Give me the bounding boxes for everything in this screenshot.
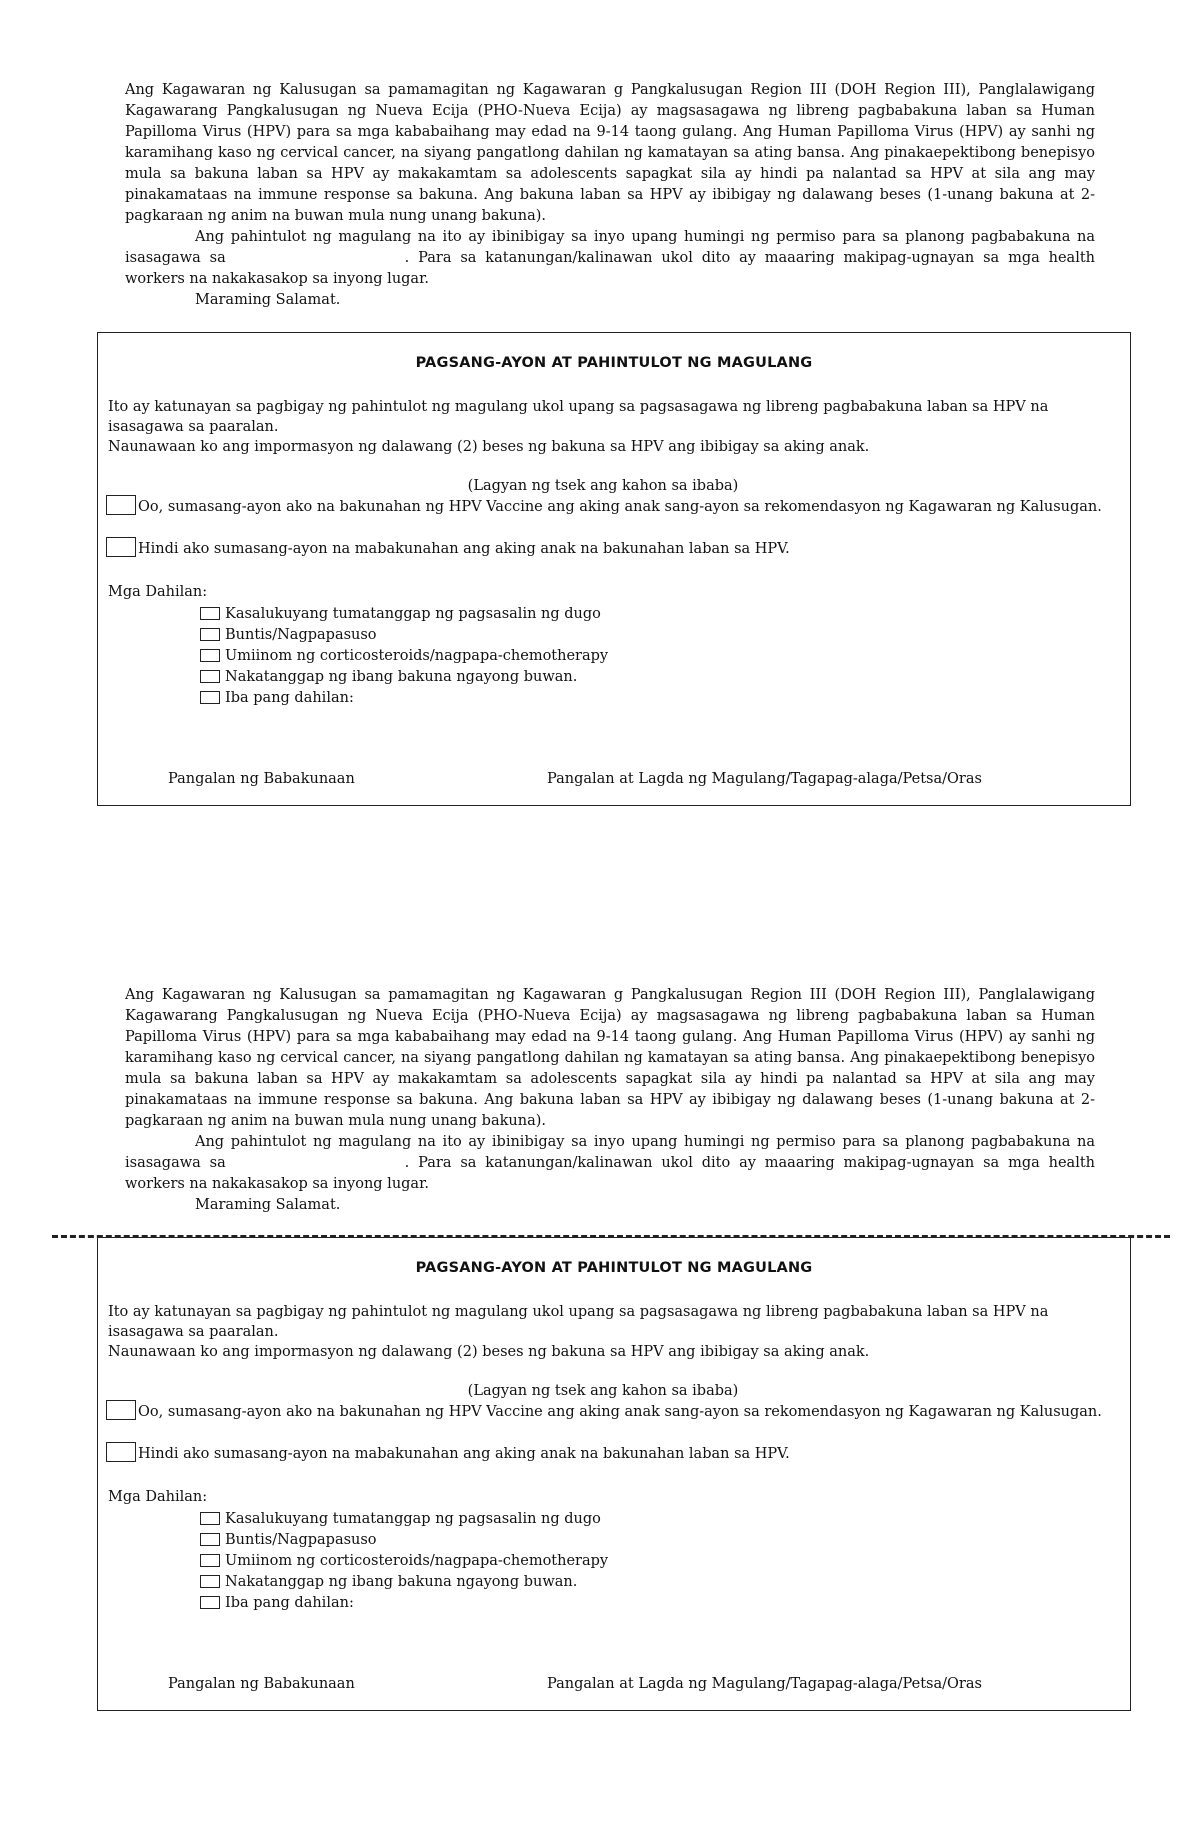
reason-item[interactable] [200, 1508, 608, 1529]
letter-text [125, 985, 1095, 1216]
reason-label: Buntis/Nagpapasuso [225, 626, 377, 643]
reason-item[interactable] [200, 687, 608, 708]
consent-form-box [97, 1237, 1131, 1711]
reason-label: Kasalukuyang tumatanggap ng pagsasalin ng dugo [225, 1510, 601, 1527]
reason-item[interactable] [200, 1550, 608, 1571]
signature-label-child: Pangalan ng Babakunaan [168, 1676, 355, 1692]
reason-checkbox[interactable] [200, 691, 220, 704]
reason-item[interactable] [200, 1571, 608, 1592]
reason-item[interactable] [200, 1592, 608, 1613]
form-intro [108, 1302, 1108, 1362]
reason-label: Iba pang dahilan: [225, 689, 354, 706]
reason-label: Umiinom ng corticosteroids/nagpapa-chemotherapy [225, 647, 609, 664]
reasons-list [200, 603, 608, 708]
reason-item[interactable] [200, 1529, 608, 1550]
checkbox-no[interactable] [106, 537, 136, 557]
reason-label: Kasalukuyang tumatanggap ng pagsasalin ng dugo [225, 605, 601, 622]
consent-yes-option[interactable] [106, 1400, 1102, 1420]
reason-checkbox[interactable] [200, 649, 220, 662]
letter-paragraph-2-start: Ang pahintulot ng magulang na ito ay ibinibigay sa inyo upang humingi ng permiso para sa planong pagbabakuna na isasagawa sa [125, 229, 1095, 266]
checkbox-yes[interactable] [106, 495, 136, 515]
reason-item[interactable] [200, 645, 608, 666]
checkbox-yes[interactable] [106, 1400, 136, 1420]
letter-paragraph-2-start: Ang pahintulot ng magulang na ito ay ibinibigay sa inyo upang humingi ng permiso para sa planong pagbabakuna na isasagawa sa [125, 1134, 1095, 1171]
form-intro-line-2: Naunawaan ko ang impormasyon ng dalawang (2) beses ng bakuna sa HPV ang ibibigay sa aking anak. [108, 1344, 870, 1360]
reason-item[interactable] [200, 666, 608, 687]
reasons-list [200, 1508, 608, 1613]
reason-item[interactable] [200, 603, 608, 624]
signature-label-child: Pangalan ng Babakunaan [168, 771, 355, 787]
reason-checkbox[interactable] [200, 1512, 220, 1525]
form-title: PAGSANG-AYON AT PAHINTULOT NG MAGULANG [415, 355, 813, 371]
reason-checkbox[interactable] [200, 628, 220, 641]
reason-checkbox[interactable] [200, 1575, 220, 1588]
consent-no-option[interactable] [106, 537, 790, 557]
consent-yes-label: Oo, sumasang-ayon ako na bakunahan ng HPV Vaccine ang aking anak sang-ayon sa rekomendasyon ng Kagawaran ng Kalusugan. [138, 499, 1102, 515]
reason-checkbox[interactable] [200, 670, 220, 683]
reasons-label: Mga Dahilan: [108, 584, 208, 600]
letter-paragraph-1: Ang Kagawaran ng Kalusugan sa pamamagitan ng Kagawaran g Pangkalusugan Region III (DOH Region III), Panglalawigang Kagawarang Pangkalusugan ng Nueva Ecija (PHO-Nueva Ecija) ay magsasagawa ng libreng pagbabakuna laban sa Human Papilloma Virus (HPV) para sa mga kababaihang may edad na 9-14 taong gulang. Ang Human Papilloma Virus (HPV) ay sanhi ng karamihang kaso ng cervical cancer, na siyang pangatlong dahilan ng kamatayan sa ating bansa. Ang pinakaepektibong benepisyo mula sa bakuna laban sa HPV ay makakamtam sa adolescents sapagkat sila ay hindi pa nalantad sa HPV at sila ang may pinakamataas na immune response sa bakuna. Ang bakuna laban sa HPV ay ibibigay ng dalawang beses (1-unang bakuna at 2-pagkaraan ng anim na buwan mula nung unang bakuna). [125, 987, 1095, 1129]
signature-label-parent: Pangalan at Lagda ng Magulang/Tagapag-alaga/Petsa/Oras [547, 1676, 982, 1692]
letter-text [125, 80, 1095, 311]
reason-checkbox[interactable] [200, 1596, 220, 1609]
consent-yes-option[interactable] [106, 495, 1102, 515]
letter-paragraph-2-end: . Para sa katanungan/kalinawan ukol dito ay maaaring makipag-ugnayan sa mga health workers na nakakasakop sa inyong lugar. [125, 250, 1096, 287]
form-title: PAGSANG-AYON AT PAHINTULOT NG MAGULANG [415, 1260, 813, 1276]
consent-no-option[interactable] [106, 1442, 790, 1462]
letter-paragraph-1: Ang Kagawaran ng Kalusugan sa pamamagitan ng Kagawaran g Pangkalusugan Region III (DOH Region III), Panglalawigang Kagawarang Pangkalusugan ng Nueva Ecija (PHO-Nueva Ecija) ay magsasagawa ng libreng pagbabakuna laban sa Human Papilloma Virus (HPV) para sa mga kababaihang may edad na 9-14 taong gulang. Ang Human Papilloma Virus (HPV) ay sanhi ng karamihang kaso ng cervical cancer, na siyang pangatlong dahilan ng kamatayan sa ating bansa. Ang pinakaepektibong benepisyo mula sa bakuna laban sa HPV ay makakamtam sa adolescents sapagkat sila ay hindi pa nalantad sa HPV at sila ang may pinakamataas na immune response sa bakuna. Ang bakuna laban sa HPV ay ibibigay ng dalawang beses (1-unang bakuna at 2-pagkaraan ng anim na buwan mula nung unang bakuna). [125, 82, 1095, 224]
consent-no-label: Hindi ako sumasang-ayon na mabakunahan ang aking anak na bakunahan laban sa HPV. [138, 541, 790, 557]
consent-copy-1 [0, 0, 1200, 895]
letter-paragraph-2 [125, 1132, 1095, 1195]
reason-label: Iba pang dahilan: [225, 1594, 354, 1611]
letter-paragraph-2 [125, 227, 1095, 290]
checkbox-no[interactable] [106, 1442, 136, 1462]
consent-yes-label: Oo, sumasang-ayon ako na bakunahan ng HPV Vaccine ang aking anak sang-ayon sa rekomendasyon ng Kagawaran ng Kalusugan. [138, 1404, 1102, 1420]
form-intro-line-1: Ito ay katunayan sa pagbigay ng pahintulot ng magulang ukol upang sa pagsasagawa ng libreng pagbabakuna laban sa HPV na isasagawa sa paaralan. [108, 1304, 1049, 1340]
letter-closing: Maraming Salamat. [195, 1197, 341, 1213]
reason-checkbox[interactable] [200, 1533, 220, 1546]
consent-no-label: Hindi ako sumasang-ayon na mabakunahan ang aking anak na bakunahan laban sa HPV. [138, 1446, 790, 1462]
letter-closing: Maraming Salamat. [195, 292, 341, 308]
form-intro [108, 397, 1108, 457]
reason-checkbox[interactable] [200, 607, 220, 620]
consent-copy-2 [0, 905, 1200, 1800]
form-intro-line-2: Naunawaan ko ang impormasyon ng dalawang (2) beses ng bakuna sa HPV ang ibibigay sa aking anak. [108, 439, 870, 455]
form-instruction: (Lagyan ng tsek ang kahon sa ibaba) [467, 1383, 739, 1399]
signature-label-parent: Pangalan at Lagda ng Magulang/Tagapag-alaga/Petsa/Oras [547, 771, 982, 787]
reasons-label: Mga Dahilan: [108, 1489, 208, 1505]
reason-label: Nakatanggap ng ibang bakuna ngayong buwan. [225, 1573, 578, 1590]
reason-item[interactable] [200, 624, 608, 645]
form-instruction: (Lagyan ng tsek ang kahon sa ibaba) [467, 478, 739, 494]
reason-label: Nakatanggap ng ibang bakuna ngayong buwan. [225, 668, 578, 685]
consent-form-box [97, 332, 1131, 806]
form-intro-line-1: Ito ay katunayan sa pagbigay ng pahintulot ng magulang ukol upang sa pagsasagawa ng libreng pagbabakuna laban sa HPV na isasagawa sa paaralan. [108, 399, 1049, 435]
letter-paragraph-2-end: . Para sa katanungan/kalinawan ukol dito ay maaaring makipag-ugnayan sa mga health workers na nakakasakop sa inyong lugar. [125, 1155, 1096, 1192]
reason-label: Buntis/Nagpapasuso [225, 1531, 377, 1548]
reason-checkbox[interactable] [200, 1554, 220, 1567]
reason-label: Umiinom ng corticosteroids/nagpapa-chemotherapy [225, 1552, 609, 1569]
